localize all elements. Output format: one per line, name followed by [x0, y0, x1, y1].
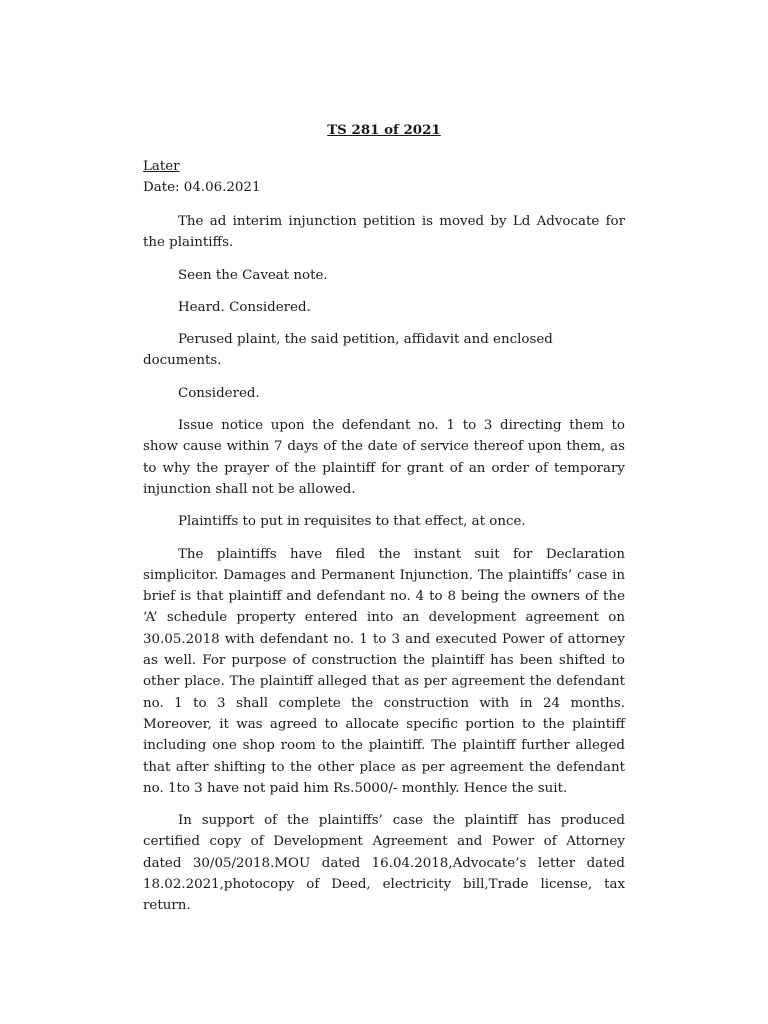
paragraph-heard: Heard. Considered.	[178, 299, 311, 315]
later-label: Later	[143, 159, 180, 174]
paragraph-perused: Perused plaint, the said petition, affidavit and enclosed documents.	[143, 332, 553, 369]
paragraph-documents-produced: In support of the plaintiffs’ case the plaintiff has produced certified copy of Development Agreement and Power of Attorney dated 30/05/2018.MOU dated 16.04.2018,Advocate’s letter dated 18.02.2021,photocopy of Deed, electricity bill,Trade license, tax return.	[143, 813, 625, 914]
paragraph-caveat: Seen the Caveat note.	[178, 267, 328, 283]
paragraph-petition-moved: The ad interim injunction petition is moved by Ld Advocate for the plaintiffs.	[143, 214, 625, 251]
order-date: Date: 04.06.2021	[143, 180, 261, 195]
paragraph-case-brief: The plaintiffs have filed the instant suit for Declaration simplicitor. Damages and Permanent Injunction. The plaintiffs’ case in brief is that plaintiff and defendant no. 4 to 8 being the owners of the ‘A’ schedule property entered into an development agreement on 30.05.2018 with defendant no. 1 to 3 and executed Power of attorney as well. For purpose of construction the plaintiff has been shifted to other place. The plaintiff alleged that as per agreement the defendant no. 1 to 3 shall complete the construction with in 24 months. Moreover, it was agreed to allocate specific portion to the plaintiff including one shop room to the plaintiff. The plaintiff further alleged that after shifting to the other place as per agreement the defendant no. 1to 3 have not paid him Rs.5000/- monthly. Hence the suit.	[143, 546, 625, 796]
case-title: TS 281 of 2021	[327, 122, 441, 138]
paragraph-considered: Considered.	[178, 385, 260, 401]
document-page	[143, 122, 625, 928]
paragraph-issue-notice: Issue notice upon the defendant no. 1 to 3 directing them to show cause within 7 days of the date of service thereof upon them, as to why the prayer of the plaintiff for grant of an order of temporary injunction shall not be allowed.	[143, 418, 625, 497]
paragraph-requisites: Plaintiffs to put in requisites to that effect, at once.	[178, 514, 526, 530]
